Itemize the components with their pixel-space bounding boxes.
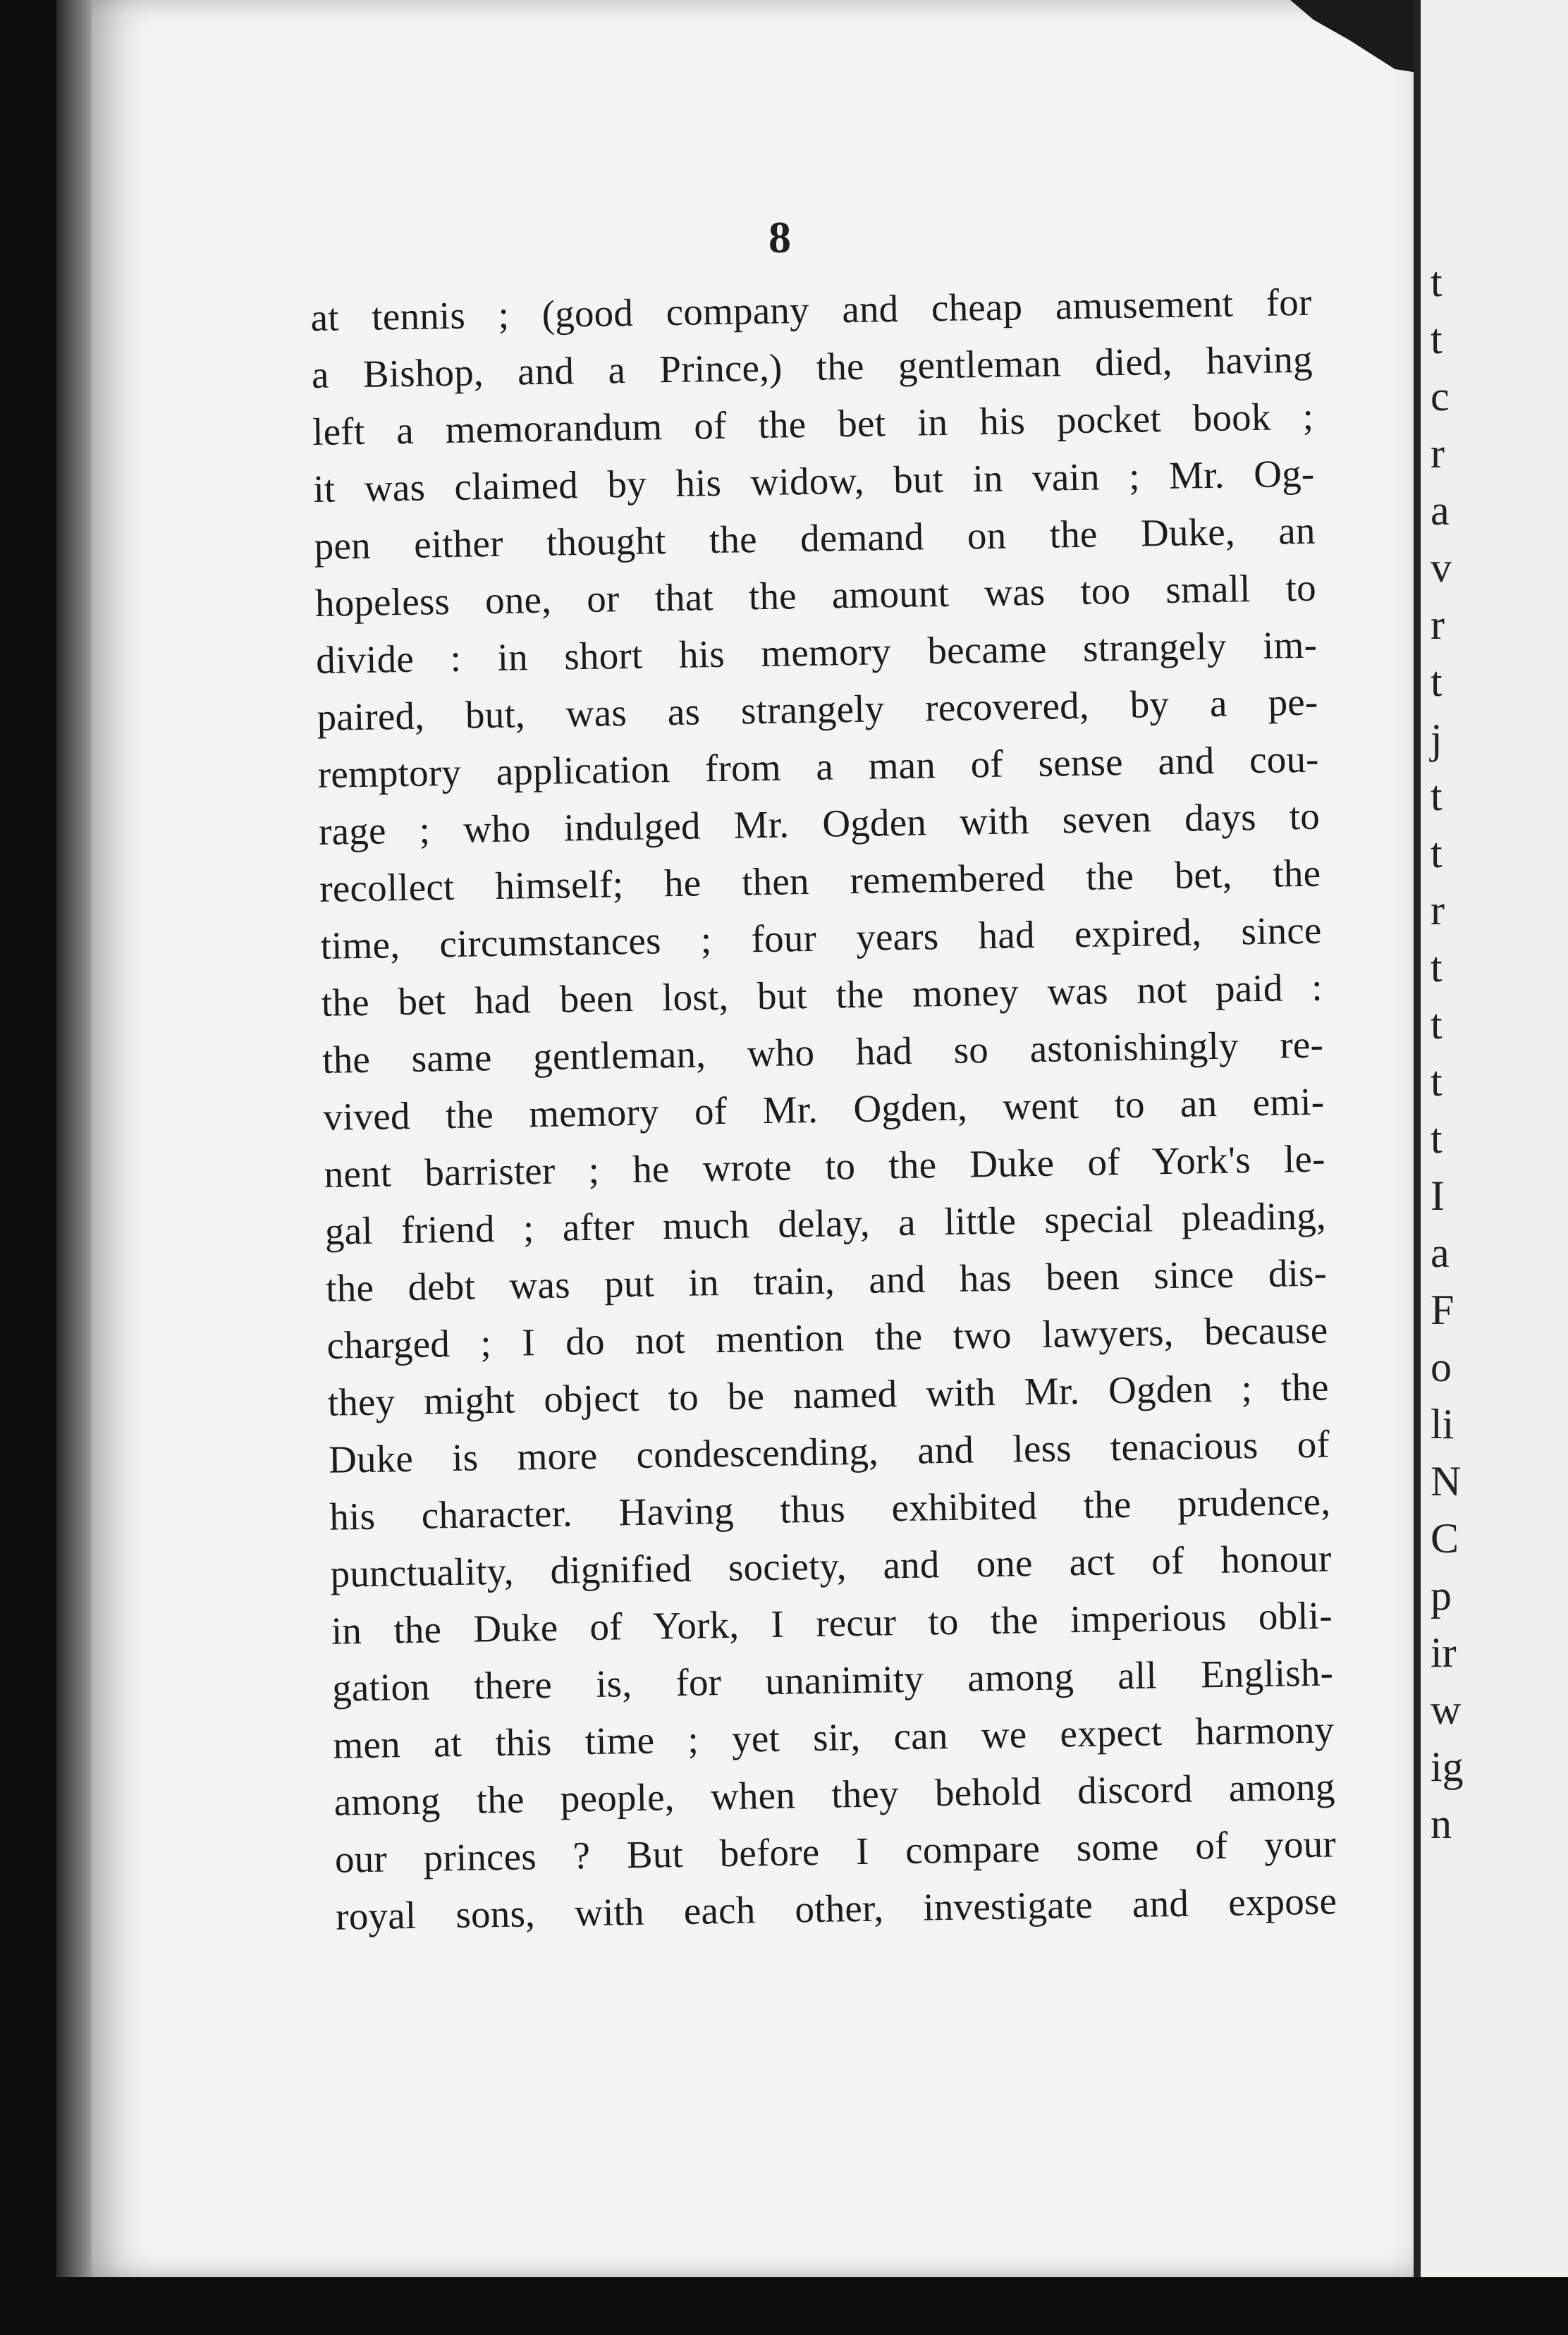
next-page-fragment: c [1431,373,1450,419]
text-line: the debt was put in train, and has been since dis- [325,1251,1328,1310]
text-line: left a memorandum of the bet in his pocket book ; [312,394,1314,453]
text-line: gation there is, for unanimity among all English- [331,1650,1334,1710]
next-page-fragment: r [1431,601,1445,648]
next-page-fragment: o [1431,1344,1452,1390]
next-page-fragment: w [1431,1686,1462,1733]
text-line: it was claimed by his widow, but in vain ; Mr. Og- [312,451,1315,510]
next-page-fragment: t [1431,1115,1443,1162]
text-line: in the Duke of York, I recur to the imperious obli- [331,1593,1333,1653]
next-page-fragment: t [1431,1001,1443,1048]
next-page-fragment: a [1431,487,1450,534]
text-line: Duke is more condescending, and less tenacious of [328,1422,1330,1481]
next-page-fragment: ig [1431,1743,1464,1790]
next-page-fragment: t [1431,316,1443,362]
next-page-fragment: t [1431,1058,1443,1105]
next-page-fragment: t [1431,830,1443,876]
next-page-fragment: li [1431,1401,1454,1447]
text-line: hopeless one, or that the amount was too small to [314,565,1317,625]
text-line: pen either thought the demand on the Duke, an [314,508,1316,568]
next-page-fragment: t [1431,658,1443,705]
text-line: nent barrister ; he wrote to the Duke of York's le- [324,1136,1326,1196]
next-page-sliver [1421,0,1568,2277]
page-number: 8 [768,212,791,262]
text-line: our princes ? But before I compare some of your [334,1822,1337,1881]
next-page-fragment: C [1431,1515,1459,1562]
next-page-fragment: j [1431,716,1443,762]
text-line: rage ; who indulged Mr. Ogden with seven days to [318,794,1321,853]
next-page-fragment: p [1431,1572,1452,1619]
next-page-fragment: N [1431,1458,1462,1504]
text-line: men at this time ; yet sir, can we expect harmony [332,1708,1335,1767]
next-page-fragment: v [1431,544,1452,591]
text-line: among the people, when they behold discord among [333,1765,1336,1824]
text-line: punctuality, dignified society, and one act of honour [330,1536,1332,1595]
page-body-text [310,274,1337,1945]
next-page-fragment: a [1431,1230,1450,1276]
text-line: recollect himself; he then remembered the bet, the [319,851,1321,910]
text-line: royal sons, with each other, investigate and expose [335,1879,1337,1938]
text-line: gal friend ; after much delay, a little special pleading, [324,1194,1327,1253]
text-line: time, circumstances ; four years had expired, since [320,908,1322,967]
text-line: a Bishop, and a Prince,) the gentleman died, having [311,337,1313,396]
next-page-fragment: I [1431,1172,1445,1219]
next-page-fragment: ir [1431,1629,1457,1676]
next-page-fragment: r [1431,430,1445,477]
next-page-fragment: t [1431,773,1443,819]
text-line: the same gentleman, who had so astonishingly re- [321,1022,1324,1081]
text-line: divide : in short his memory became strangely im- [315,623,1318,682]
text-line: vived the memory of Mr. Ogden, went to an emi- [322,1079,1325,1139]
scanner-bottom-edge [0,2277,1568,2335]
next-page-fragment: t [1431,259,1443,305]
text-line: charged ; I do not mention the two lawyers, because [326,1308,1328,1367]
next-page-fragment: n [1431,1801,1452,1847]
page-divider [1414,0,1421,2277]
text-line: the bet had been lost, but the money was not paid : [321,965,1323,1024]
text-line: his character. Having thus exhibited the prudence, [329,1479,1331,1538]
text-line: at tennis ; (good company and cheap amusement for [310,280,1312,339]
text-line: paired, but, was as strangely recovered, by a pe- [317,680,1318,739]
next-page-fragment: F [1431,1287,1454,1333]
next-page-fragment: r [1431,887,1445,933]
text-line: remptory application from a man of sense and cou- [317,737,1320,796]
next-page-fragment: t [1431,944,1443,991]
text-line: they might object to be named with Mr. Ogden ; the [327,1365,1330,1424]
